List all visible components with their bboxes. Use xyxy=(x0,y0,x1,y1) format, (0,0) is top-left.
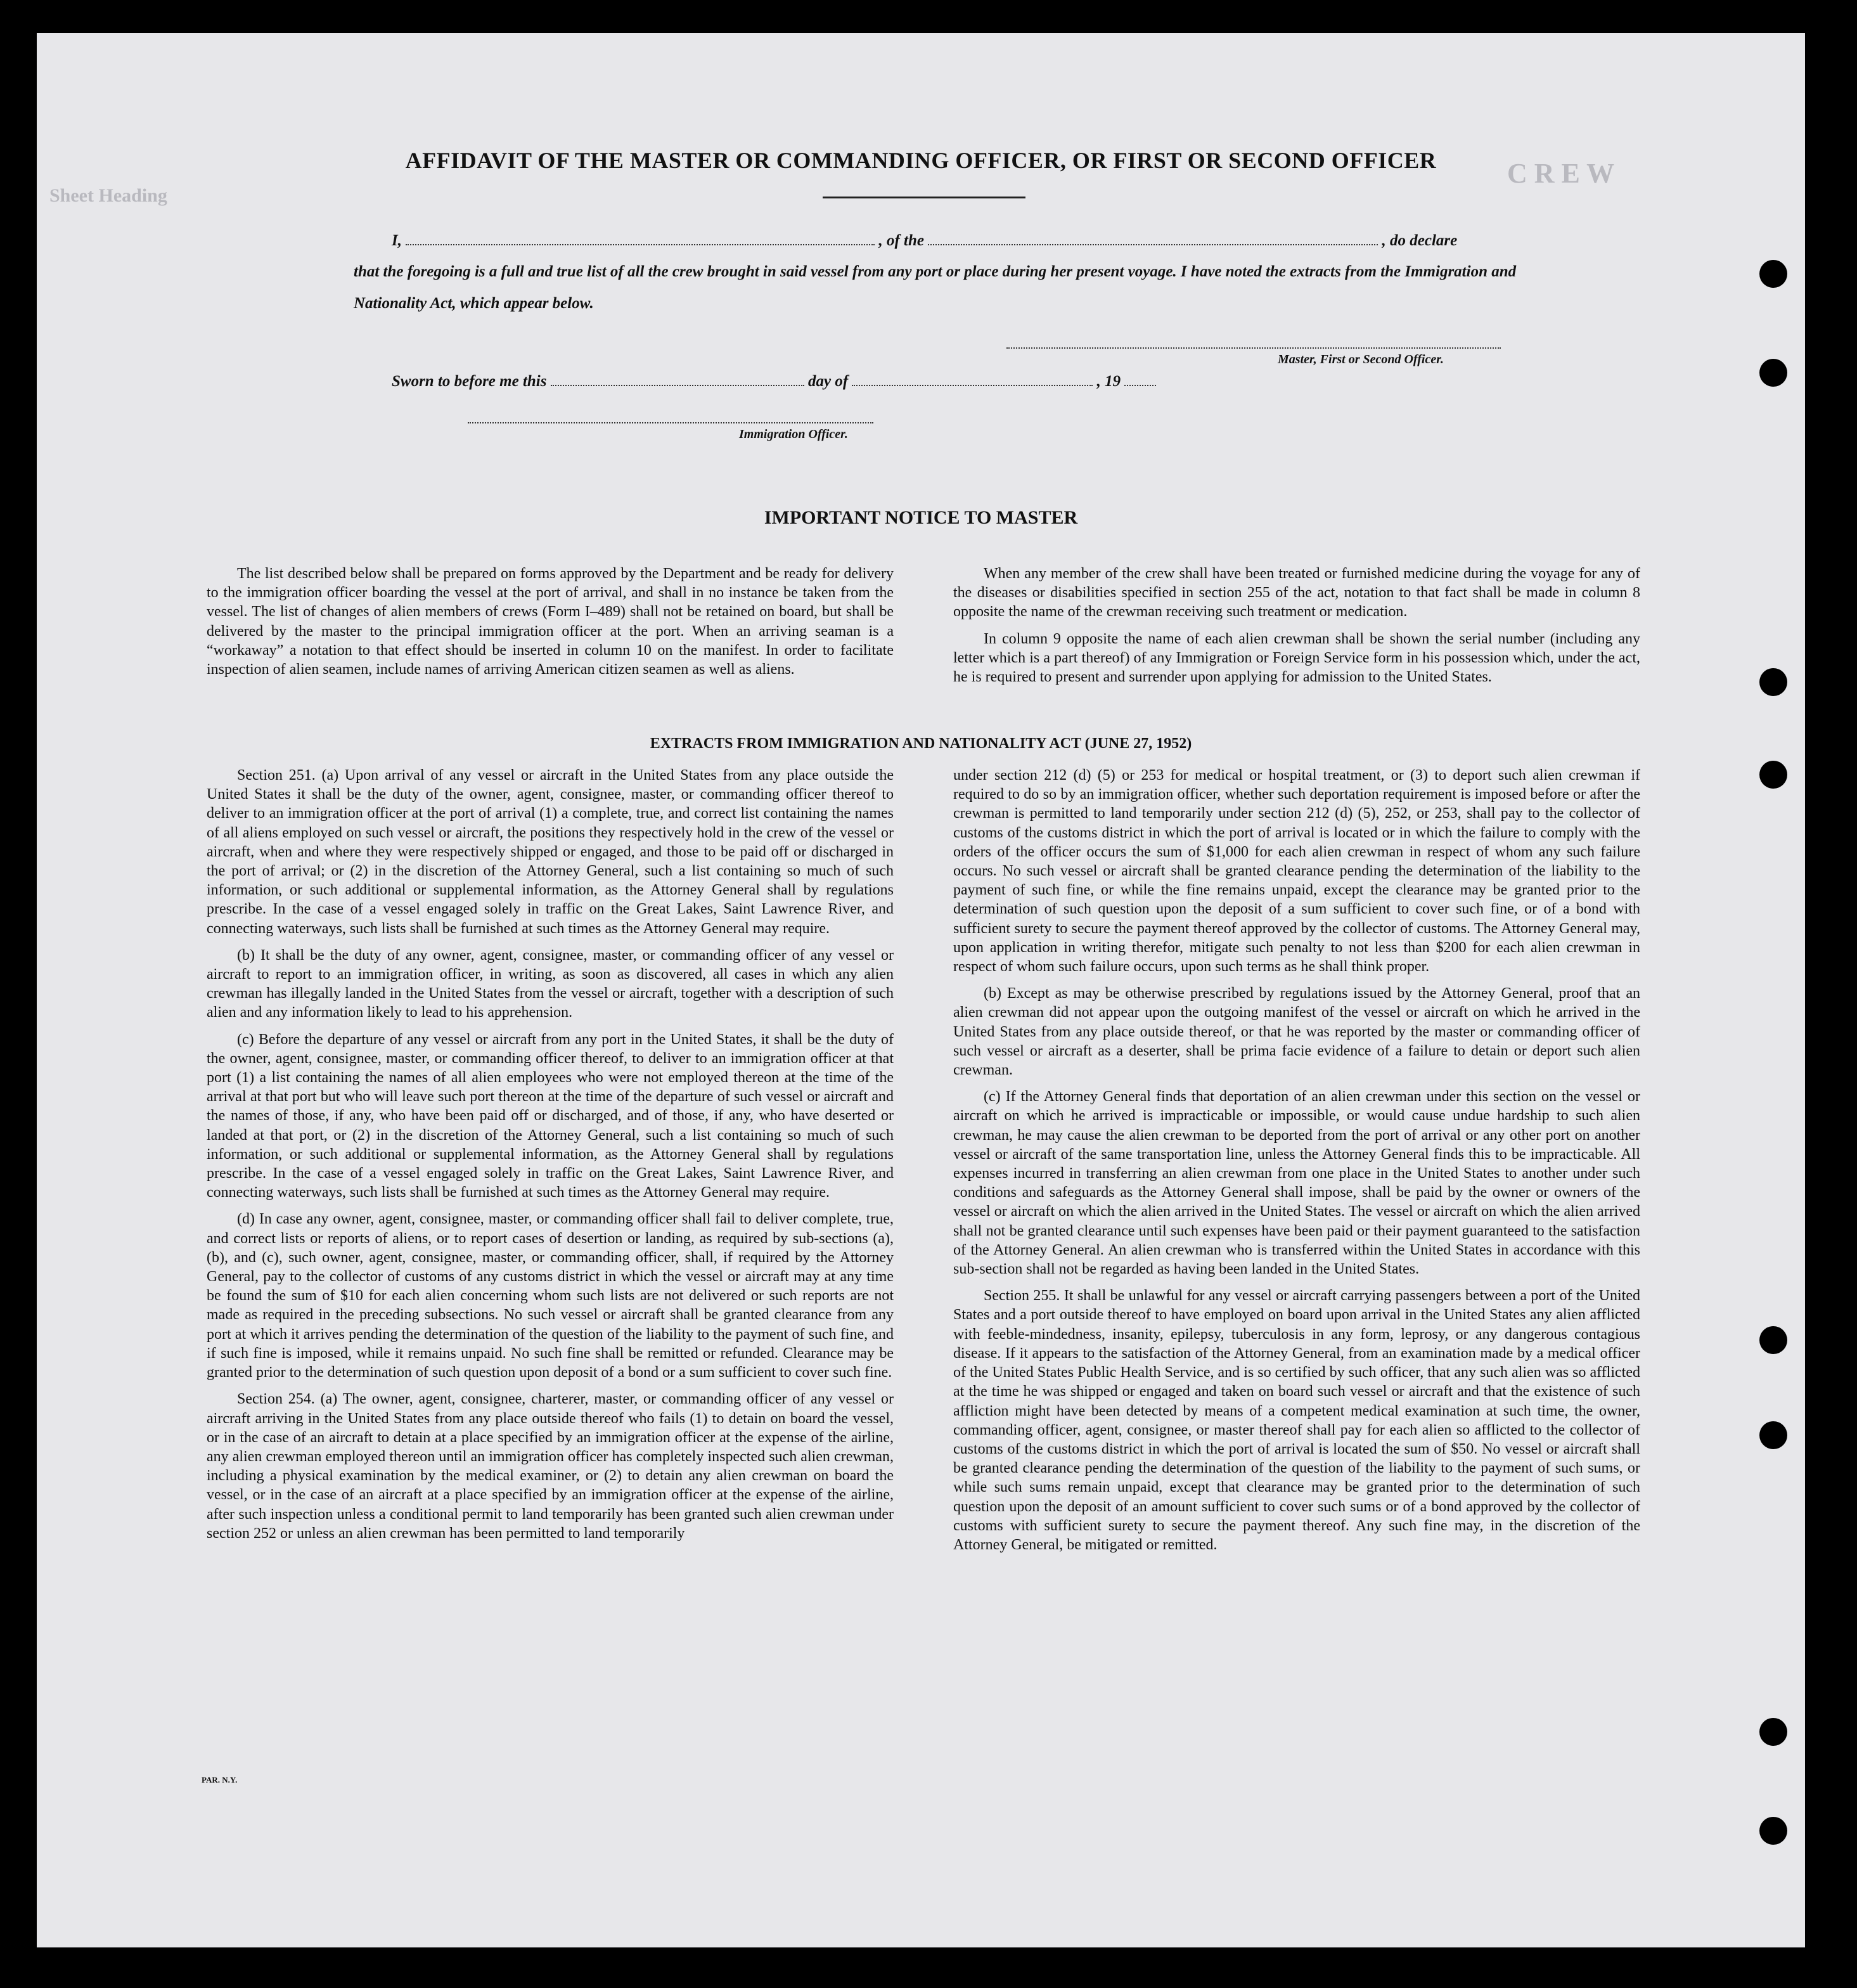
sworn-label: Sworn to before me this xyxy=(392,373,547,390)
master-signature-field[interactable] xyxy=(1006,347,1501,349)
section-254-a-continued: under section 212 (d) (5) or 253 for medical or hospital treatment, or (3) to deport such alien crewman if required to do so by an immigration officer, whether such deportation requirement is imposed before or after the crewman is permitted to land temporarily under section 212 (d) (5), 252, or 253, shall pay to the collector of customs of the customs district in which the port of arrival is located or in which the failure to comply with the orders of the officer occurs the sum of $1,000 for each alien crewman in respect of whom any such failure occurs. No such vessel or aircraft shall be granted clearance pending the determination of the liability to the payment of such fine, or while the fine remains unpaid, except the clearance may be granted prior to the determination of such question upon the deposit of a sum sufficient to cover such fine, or of a bond with sufficient surety to secure the payment thereof approved by the collector of customs. The Attorney General may, upon application in writing therefor, mitigate such penalty to not less than $200 for each alien crewman in respect of whom such failure occurs, upon such terms as he shall think proper. xyxy=(953,767,1640,976)
notice-title: IMPORTANT NOTICE TO MASTER xyxy=(764,507,1078,528)
notice-right-paragraph-1: When any member of the crew shall have been treated or furnished medicine during the voyage for any of the diseases or disabilities specified in section 255 of the act, notation to that fact shall be made in column 8 opposite the name of the crewman receiving such treatment or medication. xyxy=(953,565,1640,621)
declaration-i-label: I, xyxy=(392,232,402,249)
year-prefix-label: , 19 xyxy=(1096,373,1121,390)
do-declare-label: , do declare xyxy=(1382,232,1458,249)
immigration-officer-signature-field[interactable] xyxy=(468,422,873,423)
section-254-c: (c) If the Attorney General finds that deportation of an alien crewman under this section on the vessel or aircraft on which he arrived is impracticable or impossible, or would cause undue hardship to such alien crewman, he may cause the alien crewman to be deported from the port of arrival or any other port on another vessel or aircraft of the same transportation line, unless the Attorney General finds this to be impracticable. All expenses incurred in transferring an alien crewman from one place in the United States to another under such conditions and safeguards as the Attorney General shall impose, shall be paid by the owner or owners of the vessel or aircraft on which the alien arrived in the United States. The vessel or aircraft on which the alien arrived shall not be granted clearance until such expenses have been paid or their payment guaranteed to the satisfaction of the Attorney General. An alien crewman who is transferred within the United States in accordance with this sub-section shall not be regarded as having been landed in the United States. xyxy=(953,1088,1640,1278)
punch-hole xyxy=(1759,1817,1787,1845)
notice-left-column xyxy=(207,564,894,687)
bleed-through-mark: Sheet Heading xyxy=(49,185,167,206)
notice-right-paragraph-2: In column 9 opposite the name of each alien crewman shall be shown the serial number (including any letter which is a part thereof) of any Immigration or Foreign Service form in his possession which, under the act, he is required to present and surrender upon applying for admission to the United States. xyxy=(953,630,1640,686)
notice-right-column xyxy=(953,564,1640,694)
master-signature-caption: Master, First or Second Officer. xyxy=(1278,352,1444,366)
printer-mark: PAR. N.Y. xyxy=(202,1775,238,1785)
punch-hole xyxy=(1759,668,1787,696)
day-of-label: day of xyxy=(807,373,849,390)
section-251-b: (b) It shall be the duty of any owner, agent, consignee, master, or commanding officer of any vessel or aircraft to report to an immigration officer, in writing, as soon as discovered, all cases in which any alien crewman has illegally landed in the United States from the vessel or aircraft, together with a description of such alien and any information likely to lead to his apprehension. xyxy=(207,946,894,1021)
punch-hole xyxy=(1759,1421,1787,1449)
of-the-label: , of the xyxy=(878,232,925,249)
section-255: Section 255. It shall be unlawful for any vessel or aircraft carrying passengers between a port of the United States and a port outside thereof to have employed on board upon arrival in the United States any alien afflicted with feeble-mindedness, insanity, epilepsy, tuberculosis in any form, leprosy, or any dangerous contagious disease. If it appears to the satisfaction of the Attorney General, from an examination made by a medical officer of the United States Public Health Service, and is so certified by such officer, that any such alien was so afflicted at the time he was shipped or engaged and taken on board such vessel or aircraft and that the existence of such affliction might have been detected by means of a competent medical examination at such time, the owner, commanding officer, agent, consignee, or master thereof shall pay for each alien so afflicted to the collector of customs of the customs district in which the port of arrival is located the sum of $50. No vessel or aircraft shall be granted clearance pending the determination of the question of the liability to the payment of such sums, or while such sums remain unpaid, except that clearance may be granted prior to the determination of such question upon the deposit of an amount sufficient to cover such sums or of a bond approved by the collector of customs with sufficient surety to secure the payment thereof. Any such fine may, in the discretion of the Attorney General, be mitigated or remitted. xyxy=(953,1288,1640,1553)
sworn-year-field[interactable] xyxy=(1124,376,1156,386)
extracts-left-column xyxy=(207,766,894,1551)
title-underline xyxy=(823,197,1025,198)
sworn-month-field[interactable] xyxy=(852,376,1093,386)
section-254-b: (b) Except as may be otherwise prescribed by regulations issued by the Attorney General, proof that an alien crewman did not appear upon the outgoing manifest of the vessel or aircraft on which he arrived in the United States from any place outside thereof, or that he was reported by the master or commanding officer of such vessel or aircraft as a deserter, shall be prima facie evidence of a failure to detain or deport such alien crewman. xyxy=(953,985,1640,1079)
section-251-d: (d) In case any owner, agent, consignee, master, or commanding officer shall fail to deliver complete, true, and correct lists or reports of aliens, or to report cases of desertion or landing, as required by sub-sections (a), (b), and (c), such owner, agent, consignee, master, or commanding officer, shall, if required by the Attorney General, pay to the collector of customs of any customs district in which the vessel or aircraft may at any time be found the sum of $10 for each alien concerning whom such lists are not delivered or such reports are not made as required in the preceding subsections. No such vessel or aircraft shall be granted clearance from any port at which it arrives pending the determination of the question of the liability to the payment of such fine, and if such fine is imposed, while it remains unpaid. No such fine shall be remitted or refunded. Clearance may be granted prior to the determination of such question upon deposit of a bond or a sum sufficient to cover such fine. xyxy=(207,1211,894,1381)
section-254-a: Section 254. (a) The owner, agent, consignee, charterer, master, or commanding officer of any vessel or aircraft arriving in the United States from any place outside thereof who fails (1) to detain on board the vessel, or in the case of an aircraft to detain at a place specified by an immigration officer at the expense of the airline, any alien crewman employed thereon until an immigration officer has completely inspected such alien crewman, including a physical examination by the medical examiner, or (2) to detain any alien crewman on board the vessel, or in the case of an aircraft at a place specified by an immigration officer at the expense of the airline, after such inspection unless a conditional permit to land temporarily has been granted such alien crewman under section 252 or unless an alien crewman has been permitted to land temporarily xyxy=(207,1391,894,1542)
notice-left-paragraph: The list described below shall be prepared on forms approved by the Department and be ready for delivery to the immigration officer boarding the vessel at the port of arrival, and shall in no instance be taken from the vessel. The list of changes of alien members of crews (Form I–489) shall not be retained on board, but shall be delivered by the master to the principal immigration officer at the port. When an arriving seaman is a “workaway” a notation to that effect should be inserted in column 10 on the manifest. In order to facilitate inspection of alien seamen, include names of arriving American citizen seamen as well as aliens. xyxy=(207,565,894,678)
immigration-officer-caption: Immigration Officer. xyxy=(739,427,848,441)
section-251-c: (c) Before the departure of any vessel or aircraft from any port in the United States, it shall be the duty of the owner, agent, consignee, master, or commanding officer thereof, to deliver to an immigration officer at that port (1) a list containing the names of all alien employees who were not employed thereon at the time of the arrival at that port but who will leave such port thereon at the time of the departure of such vessel or aircraft and the names of those, if any, who have been paid off or discharged, and of those, if any, who have deserted or landed at that port, or (2) in the discretion of the Attorney General, such a list containing so much of such information, or such additional or supplemental information, as the Attorney General shall by regulations prescribe. In the case of a vessel engaged solely in traffic on the Great Lakes, Saint Lawrence River, and connecting waterways, such lists shall be furnished at such times as the Attorney General may require. xyxy=(207,1031,894,1201)
extracts-title: EXTRACTS FROM IMMIGRATION AND NATIONALITY ACT (JUNE 27, 1952) xyxy=(650,735,1192,752)
declaration-line xyxy=(392,232,1457,250)
bleed-through-mark: C R E W xyxy=(1507,158,1615,189)
sworn-day-field[interactable] xyxy=(551,376,804,386)
punch-hole xyxy=(1759,260,1787,288)
affidavit-title: AFFIDAVIT OF THE MASTER OR COMMANDING OFFICER, OR FIRST OR SECOND OFFICER xyxy=(405,148,1437,173)
declarant-name-field[interactable] xyxy=(406,235,875,245)
extracts-right-column xyxy=(953,766,1640,1562)
declaration-statement: that the foregoing is a full and true list of all the crew brought in said vessel from any port or place during her present voyage. I have noted the extracts from the Immigration and Nationality Act, which appear below. xyxy=(354,263,1517,312)
document-page xyxy=(37,33,1805,1947)
sworn-line xyxy=(392,373,1156,390)
punch-hole xyxy=(1759,761,1787,789)
punch-hole xyxy=(1759,1718,1787,1746)
section-251-a: Section 251. (a) Upon arrival of any vessel or aircraft in the United States from any place outside the United States it shall be the duty of the owner, agent, consignee, master, or commanding officer thereof to deliver to an immigration officer at the port of arrival (1) a complete, true, and correct list containing the names of all aliens employed on such vessel or aircraft, the positions they respectively hold in the crew of the vessel or aircraft, when and where they were respectively shipped or engaged, and those to be paid off or discharged in the port of arrival; or (2) in the discretion of the Attorney General, such a list containing so much of such information, or such additional or supplemental information, as the Attorney General shall by regulations prescribe. In the case of a vessel engaged solely in traffic on the Great Lakes, Saint Lawrence River, and connecting waterways, such lists shall be furnished at such times as the Attorney General may require. xyxy=(207,767,894,937)
punch-hole xyxy=(1759,359,1787,387)
punch-hole xyxy=(1759,1326,1787,1354)
vessel-name-field[interactable] xyxy=(928,235,1378,245)
